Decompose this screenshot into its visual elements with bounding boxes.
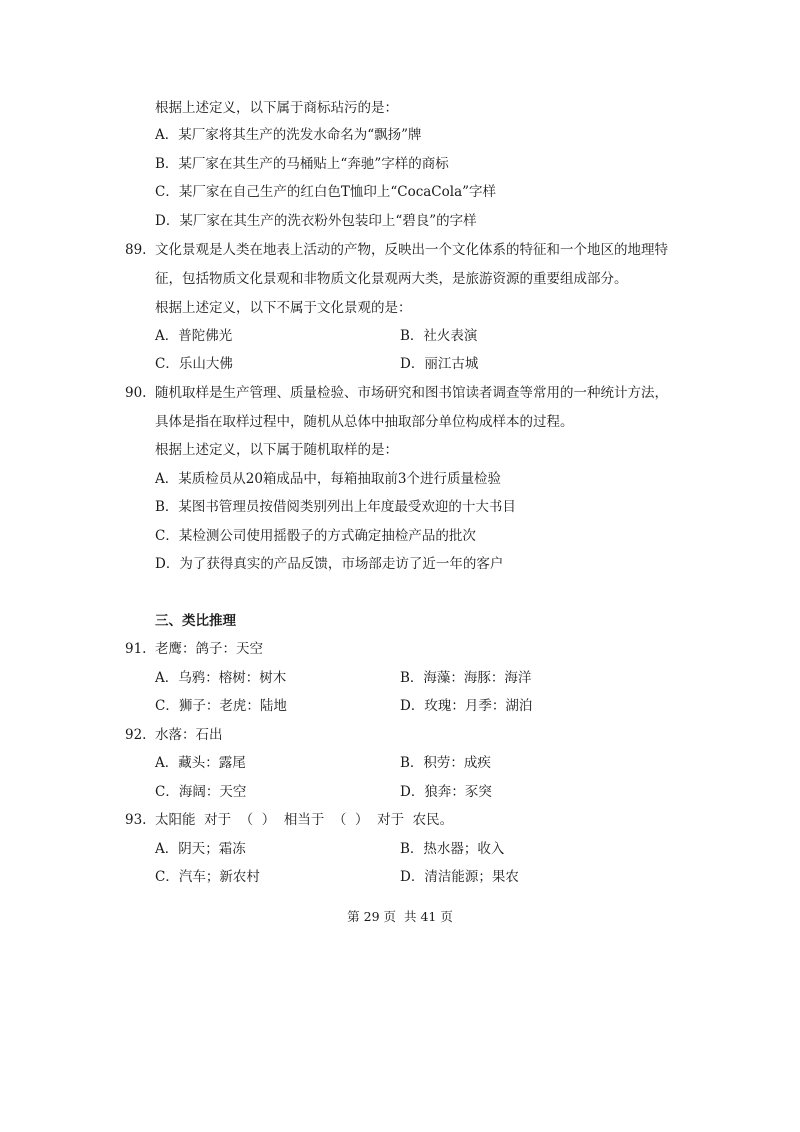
q89-option-b: B．社火表演 [400, 328, 478, 344]
q91-option-d: D．玫瑰：月季：湖泊 [400, 698, 533, 714]
q89-number: 89. [125, 242, 147, 258]
q88-option-b: B．某厂家在其生产的马桶贴上“奔驰”字样的商标 [155, 156, 449, 172]
page-footer: 第 29 页 共 41 页 [347, 909, 453, 924]
q89-option-c: C．乐山大佛 [155, 356, 233, 372]
q90-stem-line2: 具体是指在取样过程中，随机从总体中抽取部分单位构成样本的过程。 [155, 414, 574, 430]
q88-option-d: D．某厂家在其生产的洗衣粉外包装印上“碧良”的字样 [155, 213, 477, 229]
q88-option-a: A．某厂家将其生产的洗发水命名为“飘扬”牌 [155, 127, 422, 143]
q92-stem: 水落：石出 [155, 727, 223, 743]
q91-stem: 老鹰：鸽子：天空 [155, 641, 263, 657]
q93-number: 93. [125, 812, 147, 828]
q92-option-a: A．藏头：露尾 [155, 755, 246, 771]
q93-stem: 太阳能 对于 （ ） 相当于 （ ） 对于 农民。 [155, 812, 454, 828]
q89-option-a: A．普陀佛光 [155, 328, 233, 344]
q93-option-a: A．阴天；霜冻 [155, 841, 246, 857]
q89-stem-line1: 文化景观是人类在地表上活动的产物，反映出一个文化体系的特征和一个地区的地理特 [155, 242, 668, 258]
q90-option-a: A．某质检员从20箱成品中，每箱抽取前3个进行质量检验 [155, 471, 502, 487]
q90-stem-line1: 随机取样是生产管理、质量检验、市场研究和图书馆读者调查等常用的一种统计方法， [155, 385, 668, 401]
q92-number: 92. [125, 727, 147, 743]
q89-prompt: 根据上述定义，以下不属于文化景观的是： [155, 300, 412, 316]
section-title: 三、类比推理 [155, 613, 236, 629]
q90-option-c: C．某检测公司使用摇骰子的方式确定抽检产品的批次 [155, 528, 476, 544]
q89-stem-line2: 征，包括物质文化景观和非物质文化景观两大类，是旅游资源的重要组成部分。 [155, 271, 628, 287]
q93-option-b: B．热水器；收入 [400, 841, 505, 857]
q90-option-b: B．某图书管理员按借阅类别列出上年度最受欢迎的十大书目 [155, 499, 516, 515]
q91-option-a: A．乌鸦：榕树：树木 [155, 670, 287, 686]
q92-option-c: C．海阔：天空 [155, 784, 247, 800]
q90-option-d: D．为了获得真实的产品反馈，市场部走访了近一年的客户 [155, 556, 504, 572]
q92-option-d: D．狼奔：豕突 [400, 784, 492, 800]
q89-option-d: D．丽江古城 [400, 356, 479, 372]
q93-option-d: D．清洁能源；果农 [400, 869, 519, 885]
q88-option-c: C．某厂家在自己生产的红白色T恤印上“CocaCola”字样 [155, 184, 497, 200]
q93-option-c: C．汽车；新农村 [155, 869, 260, 885]
q92-option-b: B．积劳：成疾 [400, 755, 491, 771]
q88-prompt: 根据上述定义，以下属于商标玷污的是： [155, 100, 398, 116]
q90-number: 90. [125, 385, 147, 401]
q91-number: 91. [125, 641, 147, 657]
q91-option-c: C．狮子：老虎：陆地 [155, 698, 287, 714]
q90-prompt: 根据上述定义，以下属于随机取样的是： [155, 442, 398, 458]
q91-option-b: B．海藻：海豚：海洋 [400, 670, 532, 686]
